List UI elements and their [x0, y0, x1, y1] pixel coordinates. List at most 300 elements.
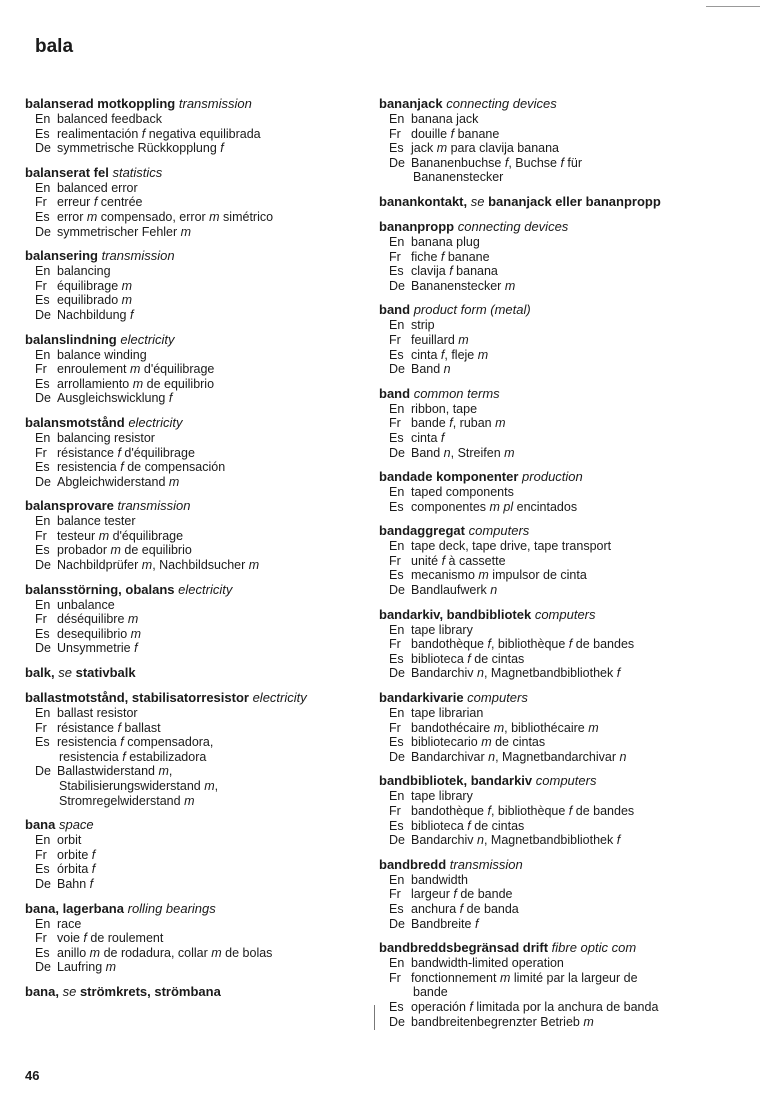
translation-text: Bananenbuchse f, Buchse f für — [411, 155, 582, 170]
translation-line — [25, 612, 365, 627]
headword: banankontakt, — [379, 193, 468, 209]
translation-text: Bandlaufwerk n — [411, 583, 498, 598]
subject-domain: statistics — [112, 164, 163, 180]
translation-line — [379, 318, 724, 333]
translation-line — [379, 264, 724, 279]
translation-text: bandbreitenbegrenzter Betrieb m — [411, 1014, 594, 1029]
dictionary-entry — [25, 165, 365, 239]
dictionary-entry — [25, 665, 365, 681]
language-code: Es — [389, 264, 404, 279]
language-code: De — [389, 1014, 405, 1029]
subject-domain: connecting devices — [457, 218, 569, 234]
language-code: Fr — [389, 887, 401, 902]
dictionary-entry — [379, 940, 724, 1029]
language-code: De — [35, 764, 51, 779]
subject-domain: electricity — [252, 690, 307, 706]
translation-text: Band n, Streifen m — [411, 445, 515, 460]
translation-line — [25, 181, 365, 196]
language-code: Es — [35, 862, 50, 877]
language-code: De — [35, 141, 51, 156]
translation-line — [25, 529, 365, 544]
headword: bandade komponenter — [379, 469, 519, 485]
translation-line — [379, 887, 724, 902]
language-code: De — [35, 391, 51, 406]
language-code: Fr — [389, 637, 401, 652]
translation-text: Bahn f — [57, 876, 94, 891]
language-code: Es — [35, 735, 50, 750]
entry-head — [25, 582, 365, 598]
entry-head — [25, 96, 365, 112]
subject-domain: computers — [467, 690, 528, 706]
language-code: Fr — [35, 362, 47, 377]
language-code: En — [389, 622, 405, 637]
translation-line — [379, 402, 724, 417]
entry-head — [25, 248, 365, 264]
translation-text: Band n — [411, 362, 451, 377]
translation-text: unité f à cassette — [411, 553, 506, 568]
entry-head — [379, 194, 724, 210]
translation-line — [25, 946, 365, 961]
entry-head — [25, 332, 365, 348]
translation-text: symmetrischer Fehler m — [57, 224, 192, 239]
translation-line — [379, 819, 724, 834]
translation-text: orbite f — [57, 847, 96, 862]
translation-line — [25, 475, 365, 490]
language-code: De — [389, 155, 405, 170]
translation-line — [379, 156, 724, 171]
language-code: Es — [35, 460, 50, 475]
translation-line — [25, 721, 365, 736]
translation-line — [379, 1000, 724, 1015]
translation-line — [25, 627, 365, 642]
translation-text: ballast resistor — [57, 706, 138, 721]
entry-head — [379, 386, 724, 402]
language-code: De — [389, 445, 405, 460]
translation-line — [379, 416, 724, 431]
language-code: Fr — [389, 332, 401, 347]
headword: bandaggregat — [379, 523, 465, 539]
translation-continuation: Stromregelwiderstand m — [59, 793, 195, 808]
translation-text: strip — [411, 318, 435, 333]
dictionary-entry — [25, 248, 365, 322]
translation-text: probador m de equilibrio — [57, 543, 192, 558]
translation-continuation: resistencia f estabilizadora — [59, 749, 207, 764]
language-code: En — [35, 180, 51, 195]
headword: bana, lagerbana — [25, 900, 124, 916]
subject-domain: fibre optic com — [551, 940, 637, 956]
headword: bandbibliotek, bandarkiv — [379, 773, 533, 789]
translation-text: résistance f ballast — [57, 720, 161, 735]
dictionary-entry — [25, 901, 365, 975]
translation-text: anillo m de rodadura, collar m de bolas — [57, 945, 273, 960]
translation-text: arrollamiento m de equilibrio — [57, 376, 215, 391]
translation-text: résistance f d'équilibrage — [57, 445, 195, 460]
language-code: Es — [389, 141, 404, 156]
headword: bana, — [25, 983, 59, 999]
language-code: Fr — [35, 720, 47, 735]
language-code: Fr — [389, 416, 401, 431]
translation-continuation: bande — [413, 985, 448, 1000]
language-code: De — [35, 641, 51, 656]
headword: balanslindning — [25, 331, 117, 347]
subject-domain: computers — [468, 523, 530, 539]
translation-text: race — [57, 916, 82, 931]
translation-line — [379, 1015, 724, 1030]
translation-line — [25, 960, 365, 975]
language-code: En — [35, 597, 51, 612]
language-code: En — [389, 401, 405, 416]
translation-line — [379, 539, 724, 554]
entry-head — [25, 498, 365, 514]
language-code: En — [389, 706, 405, 721]
dictionary-entry — [379, 857, 724, 931]
translation-text: órbita f — [57, 862, 96, 877]
see-reference: se — [470, 193, 485, 209]
translation-text: equilibrado m — [57, 293, 133, 308]
language-code: En — [389, 789, 405, 804]
translation-line — [379, 127, 724, 142]
language-code: Es — [389, 735, 404, 750]
entry-head — [379, 857, 724, 873]
language-code: Es — [389, 901, 404, 916]
translation-line — [25, 735, 365, 750]
dictionary-entry — [379, 96, 724, 185]
translation-line — [25, 264, 365, 279]
translation-line — [379, 279, 724, 294]
dictionary-entry — [379, 690, 724, 764]
translation-line — [25, 127, 365, 142]
language-code: Fr — [389, 553, 401, 568]
language-code: En — [389, 872, 405, 887]
translation-text: balancing resistor — [57, 430, 155, 445]
translation-text: fonctionnement m limité par la largeur de — [411, 970, 638, 985]
dictionary-entry — [25, 582, 365, 656]
translation-continuation: Stabilisierungswiderstand m, — [59, 779, 219, 793]
translation-line — [25, 641, 365, 656]
translation-text: balancing — [57, 264, 111, 279]
translation-line — [379, 750, 724, 765]
translation-text: balanced feedback — [57, 112, 162, 126]
language-code: Es — [35, 543, 50, 558]
translation-text: testeur m d'équilibrage — [57, 528, 184, 543]
translation-text: tape librarian — [411, 706, 484, 721]
dictionary-entry — [379, 219, 724, 293]
headword: balk, — [25, 665, 55, 681]
translation-text: resistencia f de compensación — [57, 460, 226, 475]
entry-head — [379, 940, 724, 956]
language-code: En — [389, 539, 405, 554]
translation-line — [25, 764, 365, 779]
translation-text: fiche f banane — [411, 249, 490, 264]
translation-text: tape deck, tape drive, tape transport — [411, 539, 612, 554]
translation-text: Nachbildprüfer m, Nachbildsucher m — [57, 558, 260, 573]
language-code: Es — [35, 626, 50, 641]
language-code: Es — [389, 651, 404, 666]
language-code: Fr — [35, 528, 47, 543]
entry-head — [25, 984, 365, 1000]
language-code: Es — [389, 818, 404, 833]
translation-text: déséquilibre m — [57, 612, 139, 627]
translation-line — [25, 833, 365, 848]
headword: balanserad motkoppling — [25, 96, 176, 111]
subject-domain: product form (metal) — [413, 302, 531, 318]
language-code: Fr — [389, 249, 401, 264]
translation-line — [379, 917, 724, 932]
entry-head — [25, 817, 365, 833]
translation-line — [379, 652, 724, 667]
translation-text: ribbon, tape — [411, 401, 478, 416]
dictionary-entry — [25, 415, 365, 489]
translation-line — [379, 348, 724, 363]
headword: band — [379, 385, 411, 401]
subject-domain: space — [58, 817, 94, 833]
language-code: En — [35, 430, 51, 445]
entry-head — [379, 607, 724, 623]
translation-line — [25, 514, 365, 529]
language-code: De — [35, 876, 51, 891]
translation-text: bandwidth — [411, 872, 468, 887]
translation-line — [379, 637, 724, 652]
language-code: Fr — [389, 804, 401, 818]
translation-line — [25, 917, 365, 932]
language-code: Es — [389, 499, 404, 514]
translation-text: biblioteca f de cintas — [411, 651, 525, 666]
headword: bananjack — [379, 96, 443, 111]
headword: bandarkivarie — [379, 690, 464, 706]
translation-line — [379, 971, 724, 986]
translation-line — [379, 902, 724, 917]
headword: bana — [25, 817, 56, 833]
language-code: En — [35, 264, 51, 279]
language-code: De — [35, 558, 51, 573]
translation-text: realimentación f negativa equilibrada — [57, 126, 261, 141]
translation-text: Abgleichwiderstand m — [57, 474, 180, 489]
language-code: Fr — [35, 195, 47, 210]
entry-head — [25, 901, 365, 917]
entry-head — [25, 165, 365, 181]
translation-line — [25, 141, 365, 156]
entry-head — [25, 415, 365, 431]
entry-head — [25, 690, 365, 706]
translation-line — [25, 446, 365, 461]
language-code: Fr — [35, 278, 47, 293]
translation-text: balanced error — [57, 180, 138, 195]
translation-text: bandwidth-limited operation — [411, 956, 564, 971]
dictionary-entry — [379, 386, 724, 460]
translation-text: Unsymmetrie f — [57, 641, 138, 656]
translation-text: unbalance — [57, 597, 115, 612]
translation-line — [25, 377, 365, 392]
language-code: De — [389, 583, 405, 598]
subject-domain: transmission — [178, 96, 252, 111]
headword: bandarkiv, bandbibliotek — [379, 606, 532, 622]
translation-line — [379, 446, 724, 461]
language-code: De — [35, 224, 51, 239]
translation-line — [379, 568, 724, 583]
translation-line — [25, 862, 365, 877]
running-header: bala — [35, 36, 74, 57]
translation-text: jack m para clavija banana — [411, 141, 560, 156]
translation-line — [25, 362, 365, 377]
dictionary-entry — [25, 498, 365, 572]
translation-line — [379, 666, 724, 681]
language-code: Es — [35, 126, 50, 141]
translation-line — [25, 543, 365, 558]
translation-line — [25, 558, 365, 573]
translation-line — [379, 956, 724, 971]
left-column — [25, 96, 365, 1009]
translation-line — [25, 598, 365, 613]
translation-text: resistencia f compensadora, — [57, 735, 214, 750]
translation-text: orbit — [57, 833, 82, 848]
translation-text: Ballastwiderstand m, — [57, 764, 173, 779]
language-code: Fr — [35, 847, 47, 862]
subject-domain: transmission — [449, 856, 523, 872]
language-code: Es — [389, 430, 404, 445]
translation-line — [379, 804, 724, 819]
translation-line — [379, 500, 724, 515]
translation-text: taped components — [411, 485, 514, 500]
page-number: 46 — [25, 1068, 40, 1083]
language-code: De — [389, 833, 405, 848]
translation-line — [25, 195, 365, 210]
translation-line — [379, 721, 724, 736]
translation-text: Bandbreite f — [411, 916, 479, 931]
translation-text: Bandarchivar n, Magnetbandarchivar n — [411, 749, 627, 764]
translation-text: Nachbildung f — [57, 307, 134, 322]
translation-text: bandothèque f, bibliothèque f de bandes — [411, 804, 635, 818]
headword: bandbreddsbegränsad drift — [379, 940, 549, 956]
translation-text: banana plug — [411, 234, 480, 249]
translation-line — [25, 391, 365, 406]
translation-text: bandothécaire m, bibliothécaire m — [411, 720, 599, 735]
headword: balansmotstånd — [25, 414, 125, 430]
language-code: Es — [389, 999, 404, 1014]
translation-text: componentes m pl encintados — [411, 499, 578, 514]
subject-domain: electricity — [178, 581, 233, 597]
translation-line — [379, 735, 724, 750]
translation-line — [25, 279, 365, 294]
translation-line — [379, 485, 724, 500]
translation-text: anchura f de banda — [411, 901, 519, 916]
dictionary-entry — [25, 984, 365, 1000]
entry-head — [379, 302, 724, 318]
translation-text: error m compensado, error m simétrico — [57, 209, 274, 224]
translation-text: Bananenstecker m — [411, 278, 516, 293]
language-code: En — [35, 916, 51, 931]
translation-line — [379, 431, 724, 446]
dictionary-entry — [25, 96, 365, 156]
subject-domain: electricity — [128, 414, 183, 430]
language-code: Es — [35, 376, 50, 391]
language-code: Fr — [35, 445, 47, 460]
entry-head — [379, 96, 724, 112]
dictionary-entry — [379, 194, 724, 210]
translation-line — [25, 848, 365, 863]
translation-text: enroulement m d'équilibrage — [57, 362, 215, 377]
translation-text: largeur f de bande — [411, 887, 513, 902]
entry-head — [379, 690, 724, 706]
translation-line — [25, 308, 365, 323]
subject-domain: transmission — [117, 498, 191, 514]
translation-text: Ausgleichswicklung f — [57, 391, 173, 406]
translation-text: voie f de roulement — [57, 931, 164, 946]
subject-domain: production — [522, 469, 583, 485]
translation-line — [379, 554, 724, 569]
dictionary-entry — [379, 523, 724, 597]
translation-text: bibliotecario m de cintas — [411, 735, 546, 750]
translation-text: biblioteca f de cintas — [411, 818, 525, 833]
entry-head — [25, 665, 365, 681]
translation-line — [379, 362, 724, 377]
translation-text: Bandarchiv n, Magnetbandbibliothek f — [411, 666, 621, 681]
language-code: En — [389, 956, 405, 971]
translation-text: erreur f centrée — [57, 195, 143, 210]
translation-continuation: Bananenstecker — [413, 170, 504, 185]
translation-line — [379, 112, 724, 127]
translation-line — [379, 333, 724, 348]
translation-line — [25, 460, 365, 475]
language-code: En — [35, 833, 51, 848]
translation-text: banana jack — [411, 112, 479, 126]
translation-text: tape library — [411, 789, 473, 804]
translation-text: feuillard m — [411, 332, 469, 347]
entry-head — [379, 523, 724, 539]
language-code: Fr — [35, 931, 47, 946]
language-code: En — [35, 514, 51, 529]
translation-text: clavija f banana — [411, 264, 498, 279]
entry-head — [379, 469, 724, 485]
cross-reference-target: stativbalk — [75, 665, 136, 681]
language-code: Es — [389, 347, 404, 362]
language-code: En — [389, 112, 405, 126]
translation-text: équilibrage m — [57, 278, 133, 293]
translation-line — [379, 873, 724, 888]
cross-reference-target: bananjack eller bananpropp — [488, 193, 661, 209]
translation-line — [379, 235, 724, 250]
translation-line — [379, 141, 724, 156]
translation-line — [25, 877, 365, 892]
language-code: En — [389, 485, 405, 500]
translation-text: Bandarchiv n, Magnetbandbibliothek f — [411, 833, 621, 848]
translation-text: bandothèque f, bibliothèque f de bandes — [411, 637, 635, 652]
dictionary-entry — [379, 302, 724, 376]
language-code: De — [389, 362, 405, 377]
translation-line — [25, 348, 365, 363]
translation-line — [25, 210, 365, 225]
language-code: Fr — [389, 970, 401, 985]
right-column — [379, 96, 724, 1038]
translation-line — [379, 706, 724, 721]
translation-line — [25, 293, 365, 308]
translation-line — [379, 623, 724, 638]
margin-marker — [374, 1005, 375, 1030]
translation-line — [25, 431, 365, 446]
translation-line — [25, 225, 365, 240]
entry-head — [379, 219, 724, 235]
headword: band — [379, 302, 411, 318]
translation-text: tape library — [411, 622, 473, 637]
headword: balansstörning, obalans — [25, 581, 175, 597]
language-code: De — [389, 916, 405, 931]
subject-domain: transmission — [101, 248, 175, 264]
cross-reference-target: strömkrets, strömbana — [79, 983, 221, 999]
language-code: De — [35, 307, 51, 322]
subject-domain: computers — [534, 606, 596, 622]
translation-text: operación f limitada por la anchura de banda — [411, 999, 659, 1014]
headword: balanserat fel — [25, 164, 109, 180]
translation-line — [379, 833, 724, 848]
